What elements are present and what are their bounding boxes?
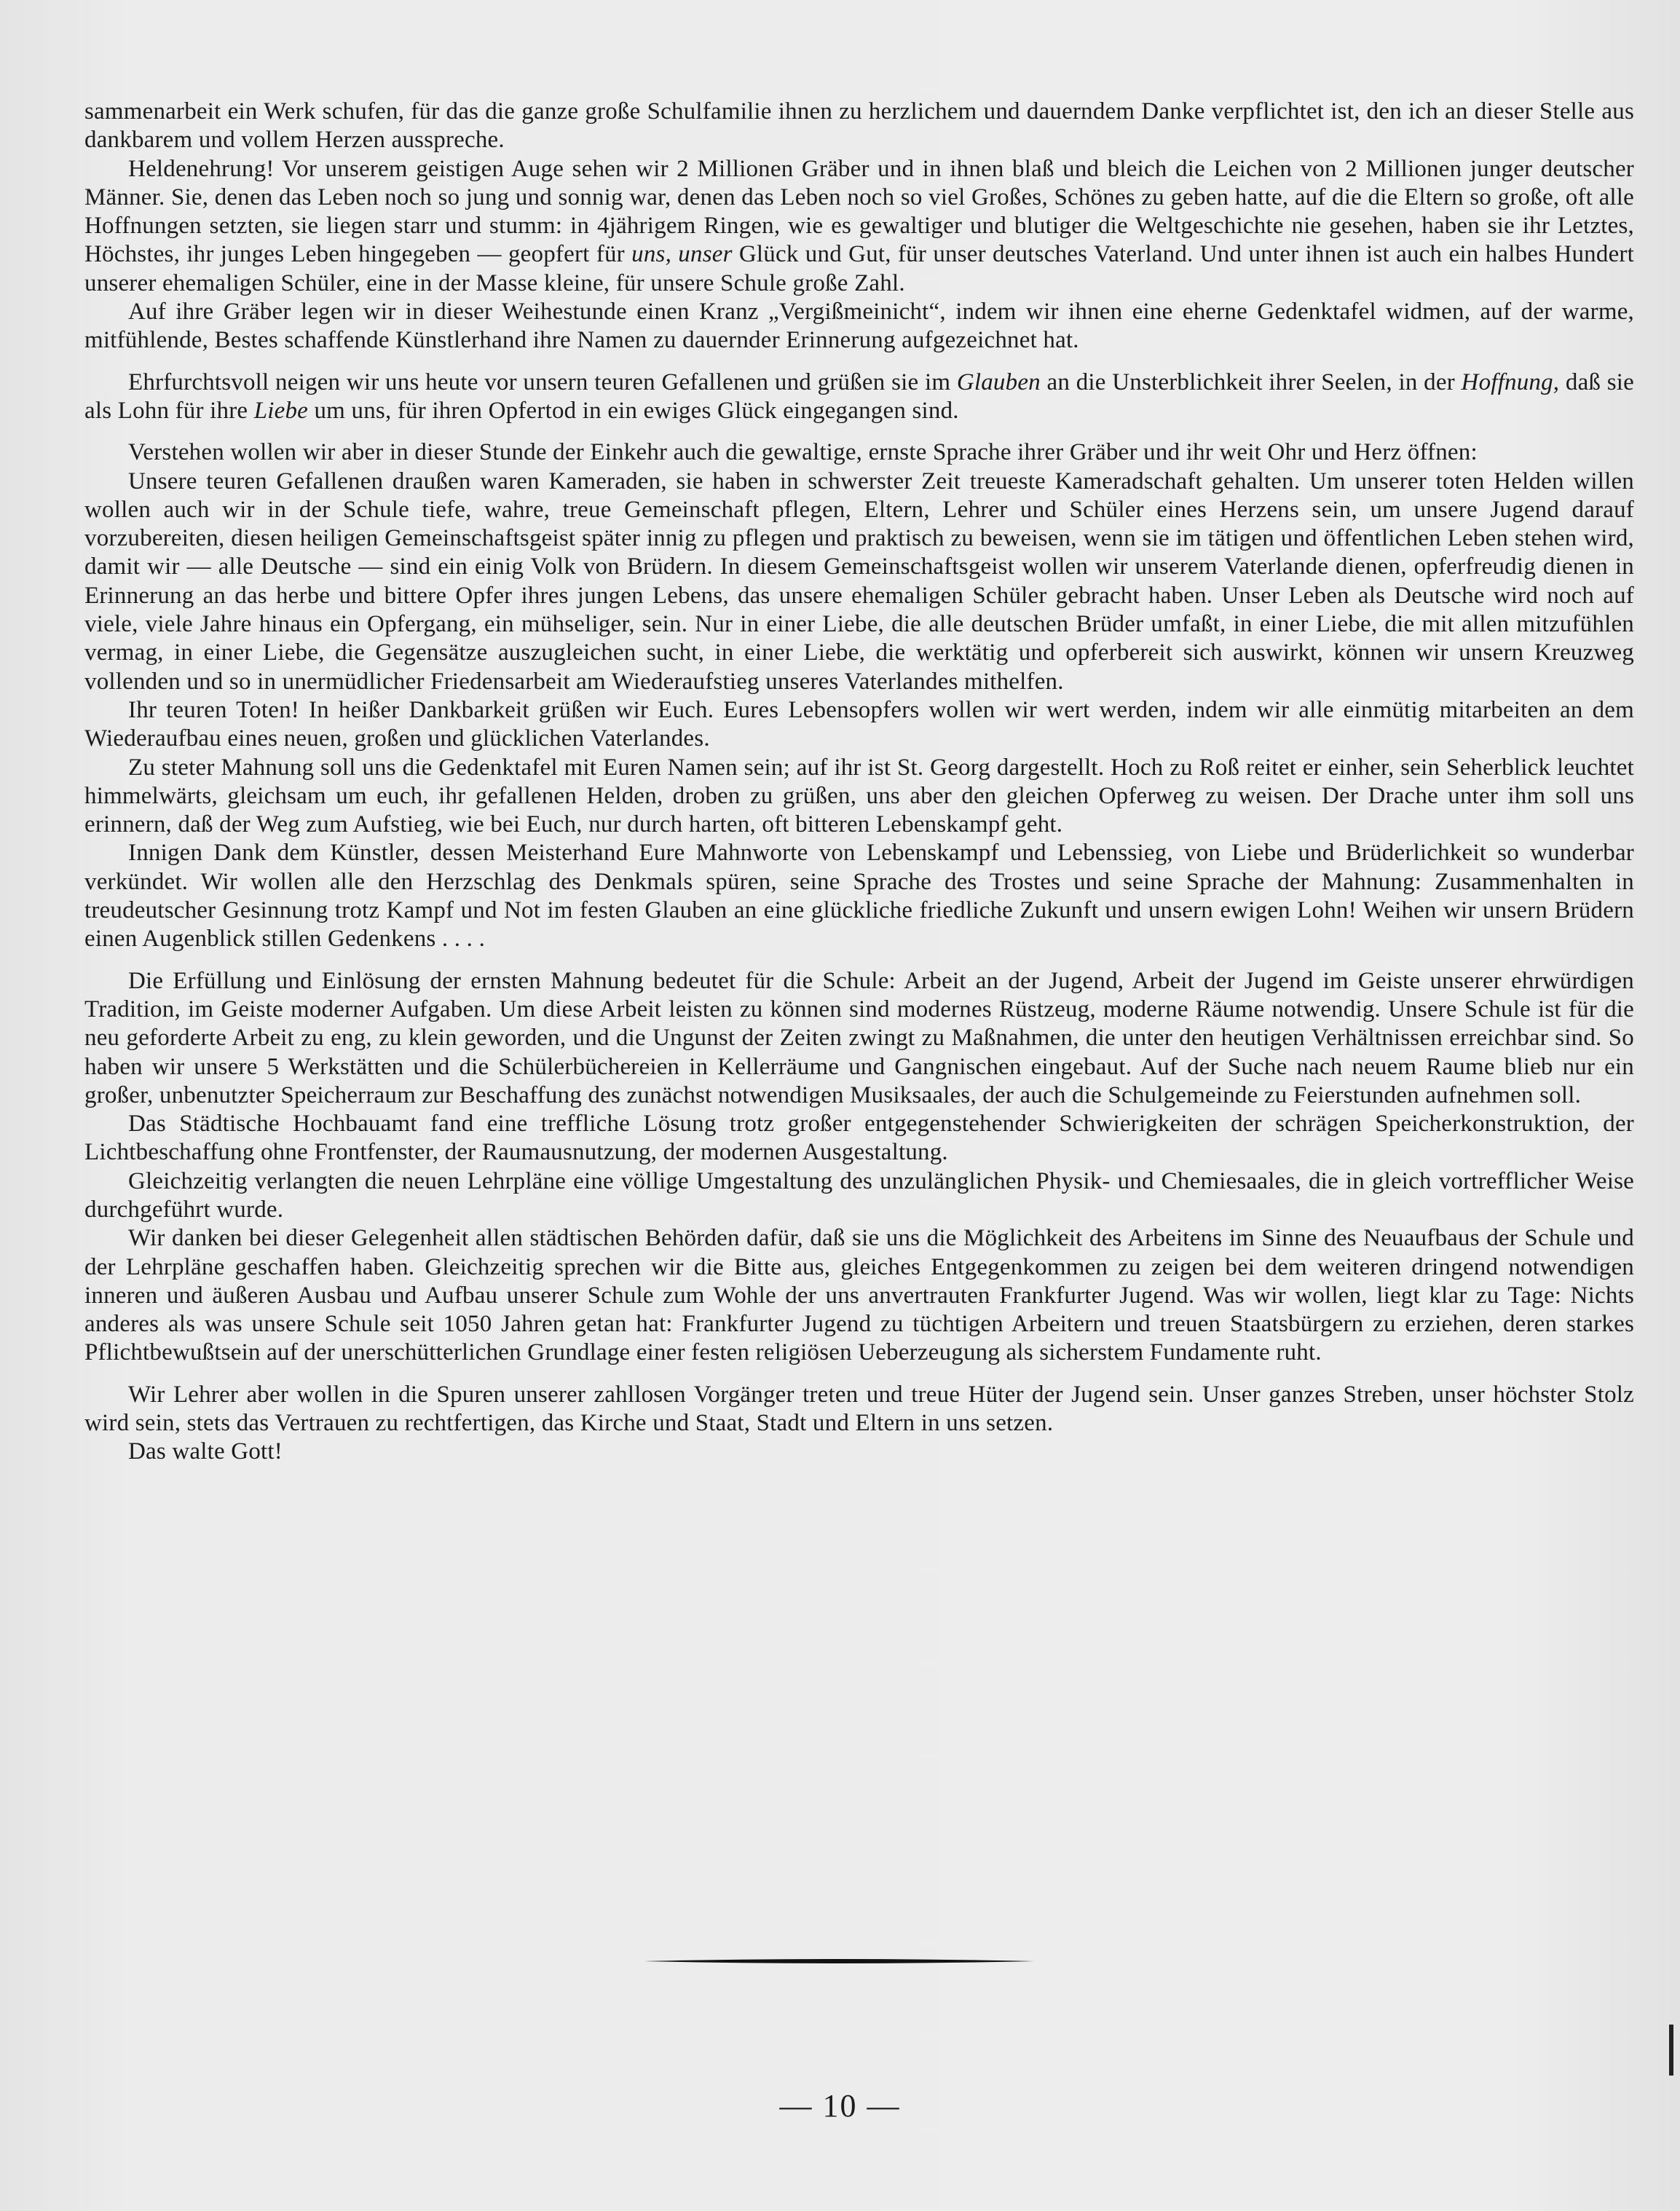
- paragraph-5: Verstehen wollen wir aber in dieser Stunde der Einkehr auch die gewaltige, ernste Sprache ihrer Gräber und ihr weit Ohr und Herz öffnen:: [128, 439, 1478, 466]
- emphasis-unser: unser: [678, 241, 733, 268]
- paragraph-1: sammenarbeit ein Werk schufen, für das die ganze große Schulfamilie ihnen zu herzlichem und dauerndem Danke verpflichtet ist, den ich an dieser Stelle aus dankbarem und vollem Herzen ausspreche.: [84, 98, 1634, 154]
- ornamental-rule: [644, 1958, 1034, 1965]
- emphasis-glauben: Glauben: [956, 368, 1041, 395]
- paragraph-14: Wir Lehrer aber wollen in die Spuren unserer zahllosen Vorgänger treten und treue Hüter der Jugend sein. Unser ganzes Streben, unser höchster Stolz wird sein, stets das Vertrauen zu rechtfertigen, das Kirche und Staat, Stadt und Eltern in uns setzen.: [84, 1381, 1634, 1437]
- scan-edge-mark: [1669, 2025, 1673, 2076]
- paragraph-8: Zu steter Mahnung soll uns die Gedenktafel mit Euren Namen sein; auf ihr ist St. Georg dargestellt. Hoch zu Roß reitet er einher, sein Seherblick leuchtet himmelwärts, gleichsam um euch, ihr gefallenen Helden, droben zu grüßen, uns aber den gleichen Opferweg zu weisen. Der Drache unter ihm soll uns erinnern, daß der Weg zum Aufstieg, wie bei Euch, nur durch harten, oft bitteren Lebenskampf geht.: [84, 754, 1634, 838]
- paragraph-15: Das walte Gott!: [128, 1438, 283, 1465]
- paragraph-2-text: Heldenehrung! Vor unserem geistigen Auge sehen wir 2 Millionen Gräber und in ihnen blaß und bleich die Leichen von 2 Millionen junger deutscher Männer. Sie, denen das Leben noch so jung und sonnig war, denen das Leben noch so viel Großes, Schönes zu geben hatte, auf die die Eltern so große, oft alle Hoffnungen setzten, sie liegen starr und stumm: in 4jährigem Ringen, wie es gewaltiger und blutiger die Weltgeschichte nie gesehen, haben sie ihr Letztes, Höchstes, ihr junges Leben hingegeben — geopfert für: [84, 155, 1634, 268]
- emphasis-uns: uns,: [631, 241, 672, 268]
- paragraph-11: Das Städtische Hochbauamt fand eine treffliche Lösung trotz großer entgegenstehender Schwierigkeiten der schrägen Speicherkonstruktion, der Lichtbeschaffung ohne Frontfenster, der Raumausnutzung, der modernen Ausgestaltung.: [84, 1111, 1634, 1166]
- paragraph-4-mid1: an die Unsterblichkeit ihrer Seelen, in der: [1040, 368, 1462, 395]
- paragraph-13: Wir danken bei dieser Gelegenheit allen städtischen Behörden dafür, daß sie uns die Möglichkeit des Arbeitens im Sinne des Neuaufbaus der Schule und der Lehrpläne geschaffen haben. Gleichzeitig sprechen wir die Bitte aus, gleiches Entgegenkommen zu zeigen bei dem weiteren dringend notwendigen inneren und äußeren Ausbau und Aufbau unserer Schule zum Wohle der uns anvertrauten Frankfurter Jugend. Was wir wollen, liegt klar zu Tage: Nichts anderes als was unsere Schule seit 1050 Jahren getan hat: Frankfurter Jugend zu tüchtigen Arbeitern und treuen Staatsbürgern zu erziehen, deren starkes Pflichtbewußtsein auf der unerschütterlichen Grundlage einer festen religiösen Ueberzeugung als sicherstem Fundamente ruht.: [84, 1225, 1634, 1366]
- paragraph-10: Die Erfüllung und Einlösung der ernsten Mahnung bedeutet für die Schule: Arbeit an der Jugend, Arbeit der Jugend im Geiste unserer ehrwürdigen Tradition, im Geiste moderner Aufgaben. Um diese Arbeit leisten zu können sind modernes Rüstzeug, moderne Räume notwendig. Unsere Schule ist für die neu geforderte Arbeit zu eng, zu klein geworden, und die Ungunst der Zeiten zwingt zu Maßnahmen, die unter den heutigen Verhältnissen erreichbar sind. So haben wir unsere 5 Werkstätten und die Schülerbüchereien in Kellerräume und Gangnischen eingebaut. Auf der Suche nach neuem Raume blieb nur ein großer, unbenutzter Speicherraum zur Beschaffung des zunächst notwendigen Musiksaales, der auch die Schulgemeinde zu Feierstunden aufnehmen soll.: [84, 967, 1634, 1108]
- paragraph-2: [84, 155, 1634, 298]
- paragraph-7: Ihr teuren Toten! In heißer Dankbarkeit grüßen wir Euch. Eures Lebensopfers wollen wir wert werden, indem wir alle einmütig mitarbeiten an dem Wiederaufbau eines neuen, großen und glücklichen Vaterlandes.: [84, 696, 1634, 752]
- paragraph-12: Gleichzeitig verlangten die neuen Lehrpläne eine völlige Umgestaltung des unzulänglichen Physik- und Chemiesaales, die in gleich vortrefflicher Weise durchgeführt wurde.: [84, 1167, 1634, 1223]
- page-number: — 10 —: [779, 2088, 901, 2124]
- emphasis-liebe: Liebe: [253, 397, 309, 424]
- paragraph-6: Unsere teuren Gefallenen draußen waren Kameraden, sie haben in schwerster Zeit treueste Kameradschaft gehalten. Um unserer toten Helden willen wollen auch wir in der Schule tiefe, wahre, treue Gemeinschaft pflegen, Eltern, Lehrer und Schüler eines Herzens sein, um unsere Jugend darauf vorzubereiten, diesen heiligen Gemeinschaftsgeist später innig zu pflegen und praktisch zu beweisen, wenn sie im tätigen und öffentlichen Leben stehen wird, damit wir — alle Deutsche — sind ein einig Volk von Brüdern. In diesem Gemeinschaftsgeist wollen wir unserem Vaterlande dienen, opferfreudig dienen in Erinnerung an das herbe und bittere Opfer ihres jungen Lebens, das unsere ehemaligen Schüler gebracht haben. Unser Leben als Deutsche wird noch auf viele, viele Jahre hinaus ein Opfergang, ein mühseliger, sein. Nur in einer Liebe, die alle deutschen Brüder umfaßt, in einer Liebe, die mit allen mitzufühlen vermag, in einer Liebe, die Gegensätze auszugleichen sucht, in einer Liebe, die werktätig und opferbereit sich auswirkt, können wir unsern Kreuzweg vollenden und so in unermüdlicher Friedensarbeit am Wiederaufstieg unseres Vaterlandes mithelfen.: [84, 468, 1634, 695]
- paragraph-9: Innigen Dank dem Künstler, dessen Meisterhand Eure Mahnworte von Lebenskampf und Lebenssieg, von Liebe und Brüderlichkeit so wunderbar verkündet. Wir wollen alle den Herzschlag des Denkmals spüren, seine Sprache des Trostes und seine Sprache der Mahnung: Zusammenhalten in treudeutscher Gesinnung trotz Kampf und Not im festen Glauben an eine glückliche friedliche Zukunft und unsern ewigen Lohn! Weihen wir unsern Brüdern einen Augenblick stillen Gedenkens . . . .: [84, 840, 1634, 953]
- paragraph-4: [84, 368, 1634, 426]
- body-text: [84, 98, 1634, 1467]
- paragraph-4-mid2: daß sie als Lohn für ihre: [84, 368, 1635, 424]
- paragraph-4-tail: um uns, für ihren Opfertod in ein ewiges Glück eingegangen sind.: [308, 397, 959, 424]
- paragraph-3: Auf ihre Gräber legen wir in dieser Weihestunde einen Kranz „Vergißmeinicht“, indem wir ihnen eine eherne Gedenktafel widmen, auf der warme, mitfühlende, Bestes schaffende Künstlerhand ihre Namen zu dauernder Erinnerung aufgezeichnet hat.: [84, 299, 1634, 354]
- paragraph-2-tail: Glück und Gut, für unser deutsches Vaterland. Und unter ihnen ist auch ein halbes Hundert unserer ehemaligen Schüler, eine in der Masse kleine, für unsere Schule große Zahl.: [84, 241, 1634, 296]
- emphasis-hoffnung: Hoffnung,: [1461, 368, 1560, 395]
- paragraph-4-text: Ehrfurchtsvoll neigen wir uns heute vor unsern teuren Gefallenen und grüßen sie im: [128, 368, 951, 395]
